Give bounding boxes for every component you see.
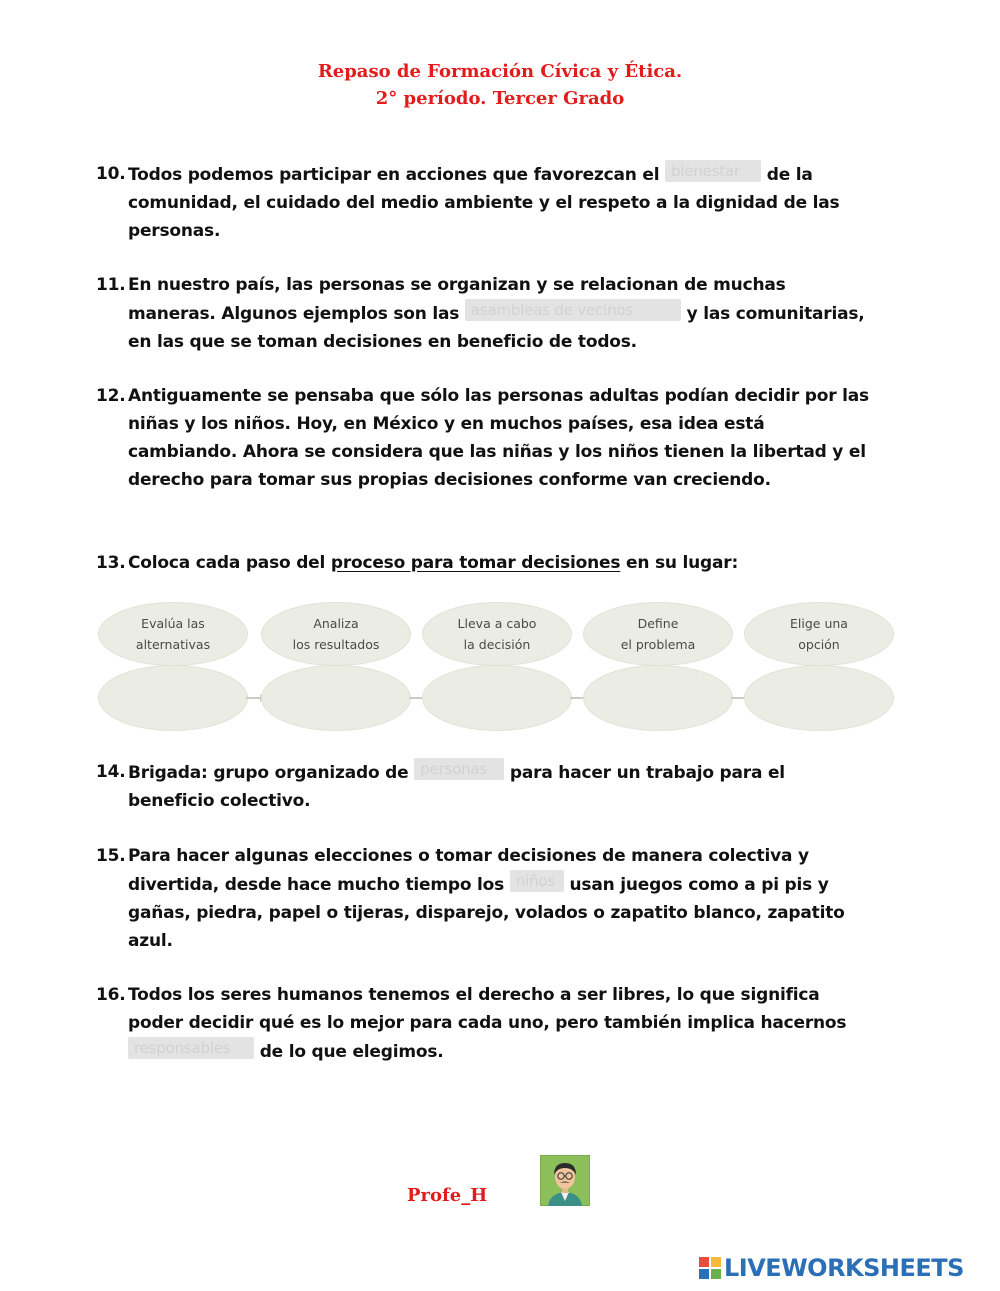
brand-name: LIVEWORKSHEETS [724, 1254, 964, 1282]
worksheet-title [0, 58, 1000, 112]
question-number: 15. [96, 846, 126, 866]
question-text: Antiguamente se pensaba que sólo las personas adultas podían decidir por las niñas y los niños. Hoy, en México y en muchos países, esa idea está cambiando. Ahora se considera que las niñas y los niños tienen la libertad y el derecho para tomar sus propias decisiones conforme van creciendo. [128, 386, 869, 490]
author-signature: Profe_H [407, 1185, 488, 1206]
answer-blank[interactable]: personas [414, 758, 504, 780]
drop-zone-step-2[interactable] [261, 665, 411, 731]
decision-steps-board [96, 600, 892, 730]
question-text: Todos los seres humanos tenemos el derecho a ser libres, lo que significa poder decidir qué es lo mejor para cada uno, pero también implica hacernos responsables de lo que elegimos. [128, 985, 847, 1062]
teacher-avatar-icon [540, 1155, 590, 1206]
question-16 [96, 981, 876, 1066]
question-12 [96, 382, 876, 494]
draggable-step-option[interactable]: Elige una opción [744, 602, 894, 666]
question-text: Todos podemos participar en acciones que favorezcan el bienestar de la comunidad, el cuidado del medio ambiente y el respeto a la dignidad de las personas. [128, 162, 840, 241]
drop-zone-step-3[interactable] [422, 665, 572, 731]
question-text: Coloca cada paso del proceso para tomar decisiones en su lugar: [128, 553, 739, 573]
drop-zone-step-5[interactable] [744, 665, 894, 731]
question-number: 12. [96, 386, 126, 406]
question-10 [96, 160, 876, 245]
draggable-step-option[interactable]: Define el problema [583, 602, 733, 666]
question-text: En nuestro país, las personas se organizan y se relacionan de muchas maneras. Algunos ejemplos son las asambleas de vecinos y las comunitarias, en las que se toman decisiones en beneficio de todos. [128, 275, 865, 352]
answer-blank[interactable]: asambleas de vecinos [465, 299, 681, 321]
question-number: 10. [96, 164, 126, 184]
question-number: 11. [96, 275, 126, 295]
question-text: Para hacer algunas elecciones o tomar decisiones de manera colectiva y divertida, desde hace mucho tiempo los niños usan juegos como a pi pis y gañas, piedra, papel o tijeras, disparejo, volados o zapatito blanco, zapatito azul. [128, 846, 845, 951]
draggable-step-option[interactable]: Evalúa las alternativas [98, 602, 248, 666]
liveworksheets-cube-icon [698, 1256, 722, 1280]
question-14 [96, 758, 876, 815]
question-13 [96, 549, 876, 577]
answer-blank[interactable]: bienestar [665, 160, 761, 182]
drop-zone-step-4[interactable] [583, 665, 733, 731]
drop-zone-step-1[interactable] [98, 665, 248, 731]
question-text: Brigada: grupo organizado de personas para hacer un trabajo para el beneficio colectivo. [128, 760, 785, 811]
answer-blank[interactable]: responsables [128, 1037, 254, 1059]
draggable-step-option[interactable]: Lleva a cabo la decisión [422, 602, 572, 666]
draggable-step-option[interactable]: Analiza los resultados [261, 602, 411, 666]
question-number: 16. [96, 985, 126, 1005]
question-number: 14. [96, 762, 126, 782]
question-11 [96, 271, 876, 356]
liveworksheets-logo [698, 1255, 964, 1281]
answer-blank[interactable]: niños [510, 870, 564, 892]
question-15 [96, 842, 876, 955]
title-line-2: 2° período. Tercer Grado [375, 88, 625, 109]
arrow-right-icon [246, 697, 262, 699]
title-line-1: Repaso de Formación Cívica y Ética. [317, 61, 683, 82]
question-number: 13. [96, 553, 126, 573]
